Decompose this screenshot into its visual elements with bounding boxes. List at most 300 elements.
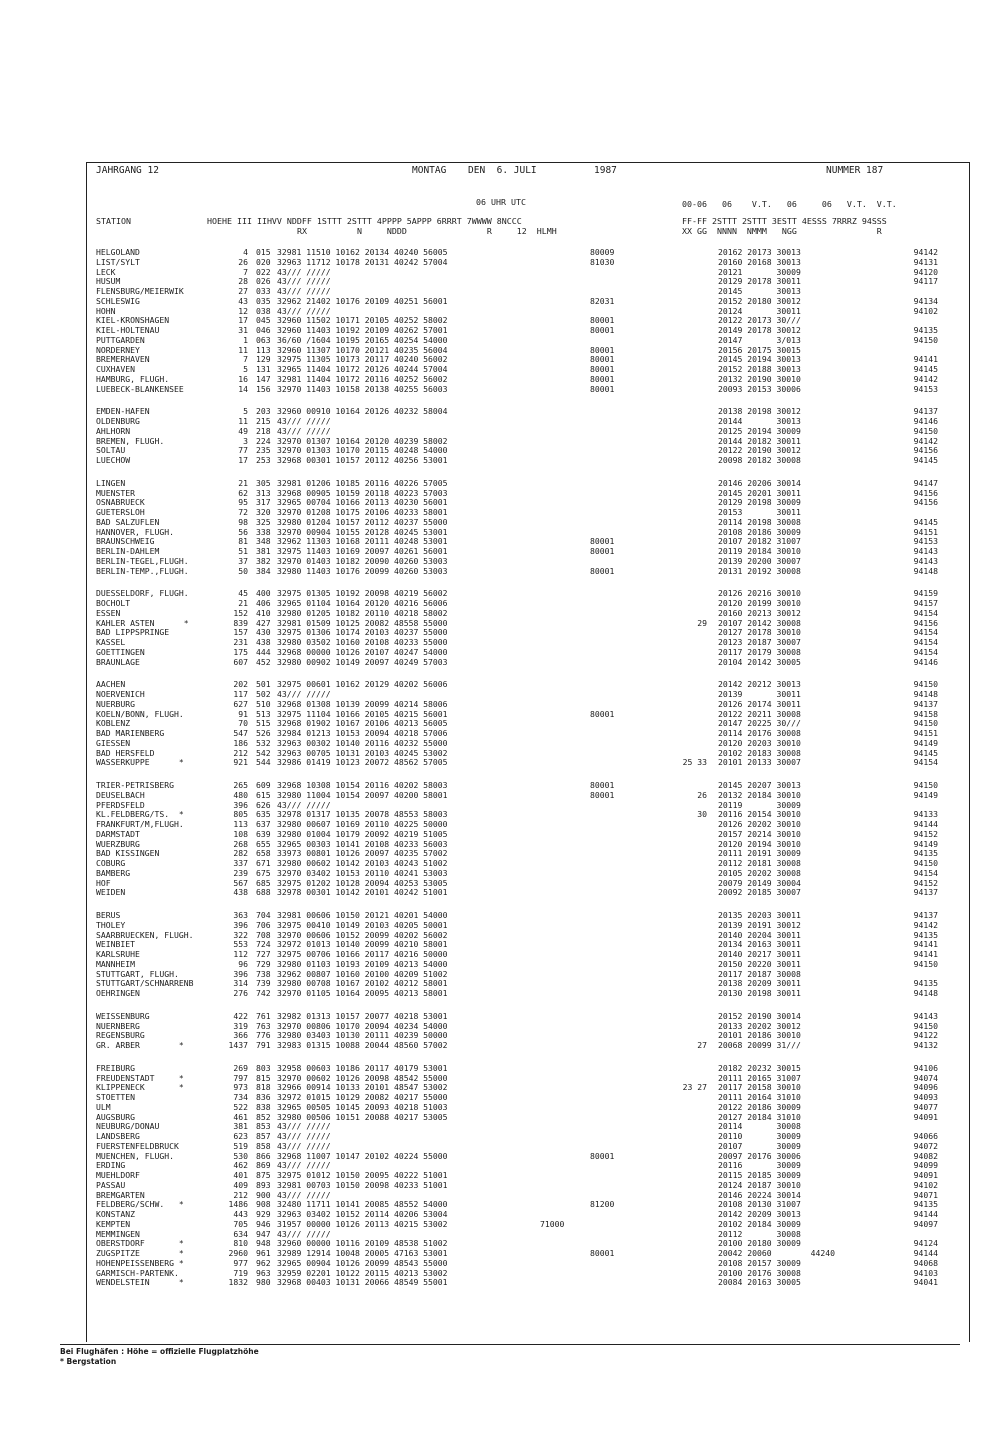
station-index: 635: [256, 809, 271, 820]
station-height: 31: [238, 325, 248, 335]
station-row: [0, 406, 1000, 416]
group-94sss: 94124: [913, 1238, 938, 1249]
station-height: 202: [233, 679, 248, 690]
station-index: 438: [256, 637, 271, 647]
footnote-mountain-station: * Bergstation: [60, 1357, 117, 1366]
extreme-groups: 20144 20182 30011: [718, 435, 801, 446]
station-row: [0, 345, 1000, 355]
station-name: WEIDEN: [96, 887, 126, 898]
extreme-groups: 20101 20186 30010: [718, 1030, 801, 1041]
station-row: [0, 868, 1000, 878]
station-name: KOBLENZ: [96, 718, 131, 729]
station-row: [0, 1011, 1000, 1021]
station-row: [0, 296, 1000, 306]
station-name: LIST/SYLT: [96, 256, 140, 267]
station-row: [0, 608, 1000, 618]
station-name: KASSEL: [96, 637, 126, 647]
station-height: 2960: [228, 1248, 248, 1258]
station-height: 157: [233, 627, 248, 638]
group-94sss: 94117: [913, 276, 938, 287]
station-name: KLIPPENECK *: [96, 1082, 184, 1093]
station-index: 947: [256, 1228, 271, 1239]
group-94sss: 94135: [913, 1199, 938, 1210]
main-groups: 32965 11404 10172 20126 40244 57004: [277, 364, 448, 374]
station-index: 742: [256, 988, 271, 998]
station-height: 43: [238, 295, 248, 306]
station-row: [0, 689, 1000, 699]
main-groups: 32978 00301 10142 20101 40242 51001: [277, 887, 448, 898]
station-index: 382: [256, 555, 271, 566]
group-94sss: 94148: [913, 689, 938, 699]
station-name: BAD MARIENBERG: [96, 728, 165, 738]
station-name: AHLHORN: [96, 425, 131, 436]
group-94sss: 94153: [913, 383, 938, 394]
station-name: STUTTGART/SCHNARRENB: [96, 978, 194, 989]
extreme-groups: 20107 30009: [718, 1140, 801, 1151]
main-groups: 32981 00606 10150 20121 40201 54000: [277, 910, 448, 920]
right-header-line-1: 00-06 06 V.T. 06 06 V.T. V.T.: [682, 199, 897, 209]
station-index: 980: [256, 1277, 271, 1288]
station-name: MEMMINGEN: [96, 1228, 140, 1239]
extreme-groups: 20134 20163 30011: [718, 939, 801, 950]
station-row: [0, 267, 1000, 277]
station-height: 117: [233, 689, 248, 699]
group-94sss: 94147: [913, 477, 938, 488]
group-94sss: 94041: [913, 1277, 938, 1288]
station-name: WASSERKUPPE *: [96, 757, 184, 768]
group-94sss: 94146: [913, 416, 938, 426]
station-row: [0, 699, 1000, 709]
station-height: 396: [233, 919, 248, 930]
group-94sss: 94141: [913, 949, 938, 959]
station-row: [0, 536, 1000, 546]
date-label: DEN 6. JULI: [468, 165, 537, 176]
main-groups: 32963 00705 10131 20103 40245 53002: [277, 747, 448, 758]
group-94sss: 94150: [913, 718, 938, 729]
station-row: [0, 780, 1000, 790]
group-8nccc: 80001: [590, 536, 615, 547]
station-height: 26: [238, 256, 248, 267]
station-row: [0, 276, 1000, 286]
extreme-groups: 20108 20186 30009: [718, 526, 801, 537]
main-groups: 32959 02201 10122 20115 40213 53002: [277, 1267, 448, 1278]
weekday-label: MONTAG: [412, 165, 447, 176]
station-index: 348: [256, 536, 271, 547]
group-94sss: 94157: [913, 598, 938, 608]
station-height: 401: [233, 1170, 248, 1180]
station-height: 810: [233, 1238, 248, 1249]
station-name: WUERZBURG: [96, 838, 140, 849]
station-row: [0, 1277, 1000, 1287]
group-94sss: 94150: [913, 679, 938, 690]
group-8nccc: 81030: [590, 256, 615, 267]
station-index: 510: [256, 698, 271, 709]
station-height: 319: [233, 1020, 248, 1031]
station-row: [0, 1082, 1000, 1092]
station-height: 634: [233, 1228, 248, 1239]
station-name: MUENCHEN, FLUGH.: [96, 1150, 174, 1161]
station-name: EMDEN-HAFEN: [96, 406, 150, 417]
station-row: [0, 887, 1000, 897]
station-index: 763: [256, 1020, 271, 1031]
group-94sss: 94144: [913, 1209, 938, 1219]
station-row: [0, 588, 1000, 598]
extreme-groups: 20140 20204 30011: [718, 929, 801, 940]
group-8nccc: 80001: [590, 364, 615, 374]
extreme-groups: 20145 20201 30011: [718, 487, 801, 498]
station-row: [0, 1160, 1000, 1170]
extreme-groups: 20117 20187 30008: [718, 968, 801, 979]
main-groups: 43/// /////: [277, 425, 331, 436]
station-row: [0, 1040, 1000, 1050]
station-height: 839: [233, 617, 248, 628]
station-row: [0, 1258, 1000, 1268]
extreme-groups: 20149 20178 30012: [718, 325, 801, 335]
main-groups: 32975 01012 10150 20095 40222 51001: [277, 1170, 448, 1180]
station-row: [0, 527, 1000, 537]
main-groups: 32968 10308 10154 20116 40202 58003: [277, 780, 448, 790]
group-94sss: 94146: [913, 656, 938, 667]
station-row: [0, 1102, 1000, 1112]
station-row: [0, 1151, 1000, 1161]
station-index: 410: [256, 607, 271, 618]
station-row: [0, 647, 1000, 657]
station-row: [0, 910, 1000, 920]
station-index: 035: [256, 295, 271, 306]
main-groups: 32980 03502 10160 20108 40233 55000: [277, 637, 448, 647]
main-groups: 32968 01902 10167 20106 40213 56005: [277, 718, 448, 729]
main-groups: 32970 01403 10182 20090 40260 53003: [277, 555, 448, 566]
station-index: 857: [256, 1131, 271, 1141]
station-row: [0, 1268, 1000, 1278]
station-index: 218: [256, 425, 271, 436]
station-index: 838: [256, 1101, 271, 1112]
main-groups: 33973 00801 10126 20097 40235 57002: [277, 848, 448, 859]
main-groups: 43/// /////: [277, 1228, 331, 1239]
group-94sss: 94150: [913, 334, 938, 345]
station-row: [0, 1199, 1000, 1209]
station-name: FREUDENSTADT *: [96, 1072, 184, 1083]
main-groups: 32970 01303 10170 20115 40248 54000: [277, 445, 448, 456]
group-94sss: 94158: [913, 708, 938, 719]
station-height: 567: [233, 877, 248, 888]
station-index: 852: [256, 1111, 271, 1122]
station-height: 1486: [228, 1199, 248, 1210]
station-row: [0, 959, 1000, 969]
station-index: 046: [256, 325, 271, 335]
main-groups: 43/// /////: [277, 266, 331, 277]
group-94sss: 94142: [913, 247, 938, 257]
main-groups: 43/// /////: [277, 286, 331, 296]
station-index: 444: [256, 646, 271, 657]
group-94sss: 94102: [913, 1179, 938, 1190]
station-height: 5: [243, 406, 248, 417]
group-94sss: 94141: [913, 354, 938, 365]
extreme-groups: 20138 20198 30012: [718, 406, 801, 417]
group-ff: 26: [697, 789, 707, 800]
station-name: AACHEN: [96, 679, 126, 690]
station-height: 4: [243, 247, 248, 257]
main-groups: 32965 01104 10164 20120 40216 56006: [277, 598, 448, 608]
station-row: [0, 335, 1000, 345]
main-groups: 32968 00000 10126 20107 40247 54000: [277, 646, 448, 657]
station-index: 020: [256, 256, 271, 267]
station-name: COBURG: [96, 858, 126, 868]
station-name: FREIBURG: [96, 1062, 135, 1073]
main-groups: 32968 01308 10139 20099 40214 58006: [277, 698, 448, 709]
extreme-groups: 20107 20142 30008: [718, 617, 801, 628]
extreme-groups: 20100 20180 30009: [718, 1238, 801, 1249]
group-94sss: 94154: [913, 627, 938, 638]
station-name: BREMEN, FLUGH.: [96, 435, 165, 446]
group-94sss: 94154: [913, 637, 938, 647]
station-row: [0, 930, 1000, 940]
main-groups: 32968 00905 10159 20118 40223 57003: [277, 487, 448, 498]
extreme-groups: 20160 20168 30013: [718, 256, 801, 267]
main-groups: 43/// /////: [277, 1121, 331, 1132]
main-groups: 32981 01509 10125 20082 48558 55000: [277, 617, 448, 628]
main-groups: 32980 11403 10176 20099 40260 53003: [277, 565, 448, 576]
group-94sss: 94082: [913, 1150, 938, 1161]
main-groups: 32480 11711 10141 20085 48552 54000: [277, 1199, 448, 1210]
station-height: 705: [233, 1218, 248, 1229]
group-94sss: 94132: [913, 1040, 938, 1050]
extreme-groups: 20138 20209 30011: [718, 978, 801, 989]
station-height: 1832: [228, 1277, 248, 1288]
station-name: LUECHOW: [96, 455, 131, 465]
station-name: WEISSENBURG: [96, 1010, 150, 1021]
station-height: 623: [233, 1131, 248, 1141]
station-height: 112: [233, 949, 248, 959]
main-groups: 32980 00602 10142 20103 40243 51002: [277, 858, 448, 868]
main-groups: 32970 01307 10164 20120 40239 58002: [277, 435, 448, 446]
station-name: GIESSEN: [96, 737, 131, 748]
extreme-groups: 20139 20200 30007: [718, 555, 801, 566]
station-row: [0, 1092, 1000, 1102]
station-row: [0, 257, 1000, 267]
main-groups: 32970 00606 10152 20099 40202 56002: [277, 929, 448, 940]
station-height: 81: [238, 536, 248, 547]
extreme-groups: 20123 20187 30007: [718, 637, 801, 647]
group-94sss: 94150: [913, 425, 938, 436]
main-groups: 32975 00706 10166 20117 40216 50000: [277, 949, 448, 959]
main-groups: 32972 01015 10129 20082 40217 55000: [277, 1092, 448, 1102]
station-index: 015: [256, 247, 271, 257]
station-row: [0, 546, 1000, 556]
group-94sss: 94151: [913, 728, 938, 738]
station-name: KAHLER ASTEN *: [96, 617, 189, 628]
main-groups: 32980 01004 10179 20092 40219 51005: [277, 828, 448, 839]
station-index: 317: [256, 497, 271, 508]
station-height: 3: [243, 435, 248, 446]
station-height: 282: [233, 848, 248, 859]
station-index: 400: [256, 588, 271, 599]
station-row: [0, 1021, 1000, 1031]
station-row: [0, 1248, 1000, 1258]
extreme-groups: 20182 20232 30015: [718, 1062, 801, 1073]
station-name: HOHN: [96, 305, 116, 316]
station-height: 11: [238, 416, 248, 426]
station-row: [0, 598, 1000, 608]
station-name: ESSEN: [96, 607, 121, 618]
group-ff: 25 33: [682, 757, 707, 768]
station-index: 026: [256, 276, 271, 287]
station-name: MANNHEIM: [96, 958, 135, 969]
group-94sss: 94103: [913, 1267, 938, 1278]
station-row: [0, 790, 1000, 800]
station-height: 12: [238, 305, 248, 316]
group-94sss: 94145: [913, 364, 938, 374]
station-index: 515: [256, 718, 271, 729]
extreme-groups: 20142 20209 30013: [718, 1209, 801, 1219]
station-height: 108: [233, 828, 248, 839]
main-groups: 32980 01204 10157 20112 40237 55000: [277, 516, 448, 527]
group-8nccc: 82031: [590, 295, 615, 306]
main-groups: 32960 00000 10116 20109 48538 51002: [277, 1238, 448, 1249]
station-height: 461: [233, 1111, 248, 1122]
group-94sss: 94142: [913, 919, 938, 930]
station-height: 7: [243, 266, 248, 277]
station-index: 156: [256, 383, 271, 394]
station-name: WEINBIET: [96, 939, 135, 950]
station-index: 215: [256, 416, 271, 426]
station-height: 443: [233, 1209, 248, 1219]
main-groups: 31957 00000 10126 20113 40215 53002: [277, 1218, 448, 1229]
group-94sss: 94135: [913, 978, 938, 989]
group-94sss: 94148: [913, 565, 938, 576]
station-name: WENDELSTEIN *: [96, 1277, 184, 1288]
station-name: MUENSTER: [96, 487, 135, 498]
group-8nccc: 80001: [590, 373, 615, 384]
station-index: 893: [256, 1179, 271, 1190]
station-height: 152: [233, 607, 248, 618]
station-height: 175: [233, 646, 248, 657]
extreme-groups: 20114 20198 30008: [718, 516, 801, 527]
station-row: [0, 718, 1000, 728]
extreme-groups: 20112 30008: [718, 1228, 801, 1239]
extreme-groups: 20108 20157 30009: [718, 1257, 801, 1268]
station-height: 322: [233, 929, 248, 940]
main-groups: 32965 00303 10141 20108 40233 56003: [277, 838, 448, 849]
extreme-groups: 20126 20174 30011: [718, 698, 801, 709]
station-row: [0, 657, 1000, 667]
group-8nccc: 80001: [590, 780, 615, 790]
main-groups: 43/// /////: [277, 799, 331, 810]
station-index: 320: [256, 507, 271, 517]
extreme-groups: 20116 20154 30010: [718, 809, 801, 820]
station-index: 708: [256, 929, 271, 940]
extreme-groups: 20150 20220 30011: [718, 958, 801, 969]
group-94sss: 94156: [913, 445, 938, 456]
extreme-groups: 20157 20214 30010: [718, 828, 801, 839]
main-groups: 32982 01313 10157 20077 40218 53001: [277, 1010, 448, 1021]
extreme-groups: 20122 20173 30///: [718, 315, 801, 326]
group-94sss: 94137: [913, 887, 938, 898]
group-94sss: 94150: [913, 858, 938, 868]
station-name: BAD KISSINGEN: [96, 848, 160, 859]
station-name: KARLSRUHE: [96, 949, 140, 959]
extreme-groups: 20120 20203 30010: [718, 737, 801, 748]
extreme-groups: 20111 20165 31007: [718, 1072, 801, 1083]
station-row: [0, 374, 1000, 384]
station-row: [0, 858, 1000, 868]
extreme-groups: 20068 20099 31///: [718, 1040, 801, 1050]
station-name: HELGOLAND: [96, 247, 140, 257]
station-height: 805: [233, 809, 248, 820]
station-name: ERDING: [96, 1160, 126, 1171]
station-name: PASSAU: [96, 1179, 126, 1190]
group-94sss: 94137: [913, 406, 938, 417]
station-height: 49: [238, 425, 248, 436]
station-name: SOLTAU: [96, 445, 126, 456]
main-groups: 32980 00902 10149 20097 40249 57003: [277, 656, 448, 667]
group-94sss: 94150: [913, 780, 938, 790]
main-groups: 32975 01306 10174 20103 40237 55000: [277, 627, 448, 638]
station-index: 452: [256, 656, 271, 667]
station-row: [0, 1131, 1000, 1141]
station-name: FUERSTENFELDBRUCK: [96, 1140, 179, 1151]
group-94sss: 94143: [913, 546, 938, 556]
station-name: NUERNBERG: [96, 1020, 140, 1031]
main-groups: 43/// /////: [277, 1160, 331, 1171]
station-row: [0, 1238, 1000, 1248]
station-name: NORDERNEY: [96, 344, 140, 355]
station-name: LANDSBERG: [96, 1131, 140, 1141]
station-height: 719: [233, 1267, 248, 1278]
station-height: 72: [238, 507, 248, 517]
station-row: [0, 637, 1000, 647]
extreme-groups: 20124 20187 30010: [718, 1179, 801, 1190]
station-name: BERLIN-TEGEL,FLUGH.: [96, 555, 189, 566]
station-index: 858: [256, 1140, 271, 1151]
group-94sss: 94137: [913, 698, 938, 709]
station-name: OBERSTDORF *: [96, 1238, 184, 1249]
station-name: BOCHOLT: [96, 598, 131, 608]
station-height: 553: [233, 939, 248, 950]
group-94sss: 94093: [913, 1092, 938, 1102]
station-height: 45: [238, 588, 248, 599]
station-height: 17: [238, 455, 248, 465]
extreme-groups: 20100 20176 30008: [718, 1267, 801, 1278]
extreme-groups: 20139 30011: [718, 689, 801, 699]
group-94sss: 94142: [913, 373, 938, 384]
station-index: 869: [256, 1160, 271, 1171]
extreme-groups: 20119 20184 30010: [718, 546, 801, 556]
station-height: 212: [233, 1189, 248, 1200]
station-index: 502: [256, 689, 271, 699]
extreme-groups: 20117 20158 30010: [718, 1082, 801, 1093]
group-94sss: 94156: [913, 487, 938, 498]
station-index: 637: [256, 819, 271, 829]
station-index: 513: [256, 708, 271, 719]
station-height: 268: [233, 838, 248, 849]
main-groups: 32975 00601 10162 20129 40202 56006: [277, 679, 448, 690]
station-height: 11: [238, 344, 248, 355]
station-name: STOETTEN: [96, 1092, 135, 1102]
station-name: HUSUM: [96, 276, 121, 287]
main-groups: 32980 11004 10154 20097 40200 58001: [277, 789, 448, 800]
main-groups: 32968 00301 10157 20112 40256 53001: [277, 455, 448, 465]
group-94sss: 94068: [913, 1257, 938, 1268]
station-height: 239: [233, 867, 248, 878]
extreme-groups: 20104 20142 30005: [718, 656, 801, 667]
group-94sss: 94154: [913, 646, 938, 657]
station-index: 131: [256, 364, 271, 374]
station-name: LINGEN: [96, 477, 126, 488]
station-row: [0, 757, 1000, 767]
station-index: 803: [256, 1062, 271, 1073]
station-name: OLDENBURG: [96, 416, 140, 426]
